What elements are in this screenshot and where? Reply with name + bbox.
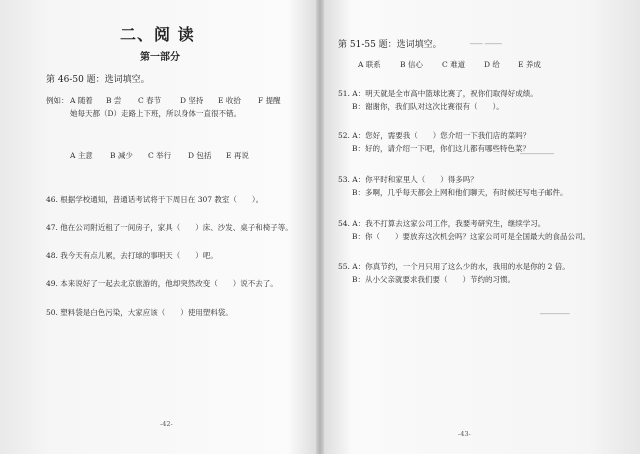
example-option-f: F 提醒 [258, 96, 281, 105]
question-51-b: B：谢谢你，我们队对这次比赛很有（ ）。 [352, 102, 504, 111]
option-e: E 养成 [518, 60, 541, 69]
question-53-a: 53. A：你平时和家里人（ ）得多吗？ [338, 175, 478, 184]
question-52-b: B：好的，请介绍一下吧，你们这儿都有哪些特色菜？ [352, 144, 531, 153]
bleed-through-text: ━━━ ━━━━ [470, 40, 502, 48]
bleed-through-text: ━━━━━━━ [540, 310, 570, 318]
example-option-c: C 春节 [138, 96, 162, 105]
instruction-46-50: 第 46-50 题：选词填空。 [46, 75, 150, 85]
option-b: B 信心 [400, 60, 423, 69]
page-number-left: -42- [160, 420, 173, 428]
section-title: 二、阅 读 [120, 25, 195, 44]
example-option-e: E 收拾 [218, 96, 241, 105]
example-option-d: D 坚持 [180, 96, 204, 105]
option-e: E 再说 [226, 151, 249, 160]
option-a: A 联系 [358, 60, 381, 69]
question-49: 49. 本来说好了一起去北京旅游的，他却突然改变（ ）说不去了。 [46, 279, 278, 288]
question-52-a: 52. A：您好，需要我（ ）您介绍一下我们店的菜吗？ [338, 131, 531, 140]
option-a: A 主意 [70, 151, 93, 160]
example-option-a: A 随着 [70, 96, 93, 105]
question-53-b: B：多啊，几乎每天都会上网和他们聊天，有时候还写电子邮件。 [352, 188, 568, 197]
question-48: 48. 我今天有点儿累，去打球的事明天（ ）吧。 [46, 251, 218, 260]
question-46: 46. 根据学校通知，普通话考试将于下周日在 307 教室（ ）。 [46, 195, 264, 204]
instruction-51-55: 第 51-55 题：选词填空。 [338, 40, 442, 50]
page-number-right: -43- [458, 430, 471, 438]
part-title: 第一部分 [140, 52, 180, 63]
example-prefix: 例如： [46, 96, 69, 105]
option-c: C 举行 [148, 151, 172, 160]
option-d: D 给 [484, 60, 500, 69]
question-55-b: B：从小父亲就要求我们要（ ）节约的习惯。 [352, 275, 516, 284]
question-47: 47. 他在公司附近租了一间房子，家具（ ）床、沙发、桌子和椅子等。 [46, 223, 293, 232]
option-c: C 难道 [442, 60, 466, 69]
option-b: B 减少 [110, 151, 133, 160]
bleed-through-text: ━━━━━━━━ [520, 150, 554, 158]
right-page [320, 0, 640, 454]
question-51-a: 51. A：明天就是全市高中篮球比赛了，祝你们取得好成绩。 [338, 89, 538, 98]
question-50: 50. 塑料袋是白色污染，大家应该（ ）使用塑料袋。 [46, 308, 233, 317]
example-sentence: 她每天都（D）走路上下班，所以身体一直很不错。 [70, 109, 242, 118]
question-54-a: 54. A：我不打算去这家公司工作，我要考研究生，继续学习。 [338, 219, 546, 228]
example-option-b: B 尝 [106, 96, 122, 105]
question-54-b: B：你（ ）要放弃这次机会吗？这家公司可是全国最大的食品公司。 [352, 232, 591, 241]
option-d: D 包括 [188, 151, 212, 160]
question-55-a: 55. A：你真节约，一个月只用了这么少的水，我用的水是你的 2 倍。 [338, 262, 570, 271]
